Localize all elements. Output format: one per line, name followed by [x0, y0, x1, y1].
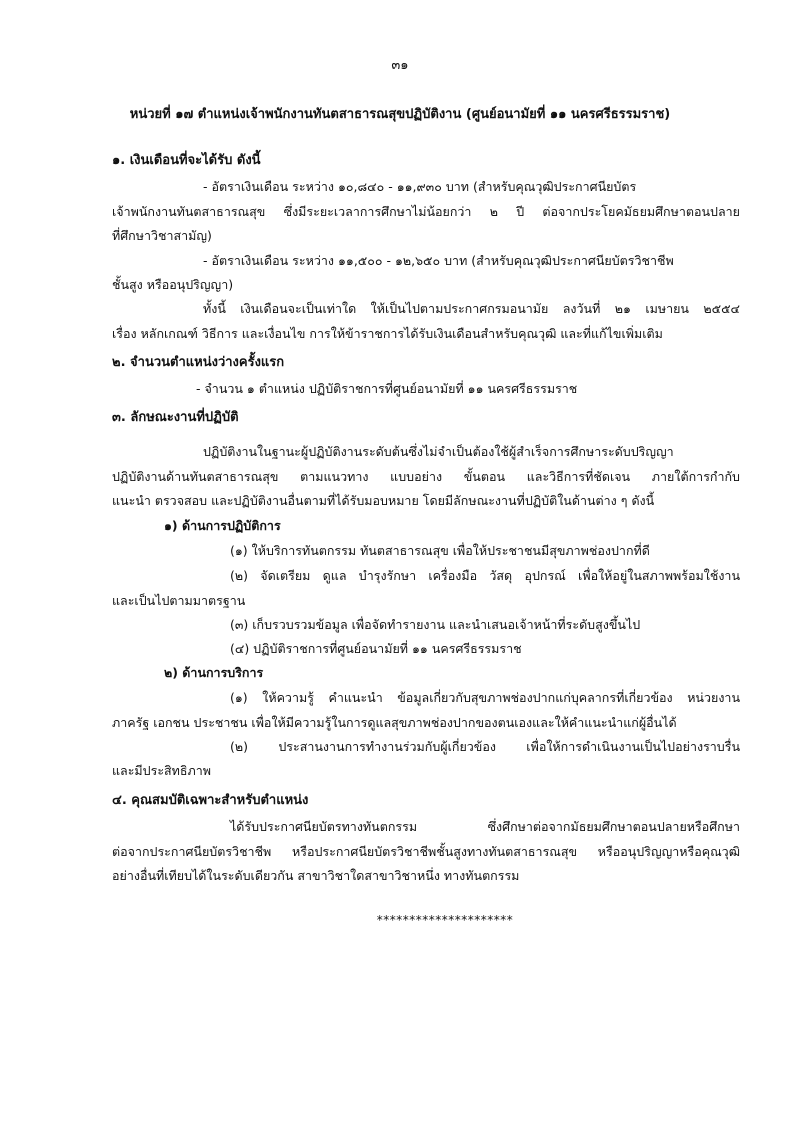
duties-intro-3: แนะนำ ตรวจสอบ และปฏิบัติงานอื่นตามที่ได้รับมอบหมาย โดยมีลักษณะงานที่ปฏิบัติในด้านต่าง ๆ ดังนี้ — [112, 493, 655, 508]
salary-note-cont: เรื่อง หลักเกณฑ์ วิธีการ และเงื่อนไข การให้ข้าราชการได้รับเงินเดือนสำหรับคุณวุฒิ และที่แก้ไขเพิ่มเติม — [112, 326, 663, 341]
operations-item-1: (๑) ให้บริการทันตกรรม ทันตสาธารณสุข เพื่อให้ประชาชนมีสุขภาพช่องปากที่ดี — [230, 543, 650, 558]
section4-heading: ๔. คุณสมบัติเฉพาะสำหรับตำแหน่ง — [112, 793, 309, 808]
duties-intro-2: ปฏิบัติงานด้านทันตสาธารณสุข ตามแนวทาง แบบอย่าง ขั้นตอน และวิธีการที่ชัดเจน ภายใต้การกำกับ — [112, 469, 740, 484]
salary-range-1-cont: เจ้าพนักงานทันตสาธารณสุข ซึ่งมีระยะเวลาการศึกษาไม่น้อยกว่า ๒ ปี ต่อจากประโยคมัธยมศึกษาตอนปลาย — [112, 204, 740, 219]
services-item-1: (๑) ให้ความรู้ คำแนะนำ ข้อมูลเกี่ยวกับสุขภาพช่องปากแก่บุคลากรที่เกี่ยวข้อง หน่วยงาน — [230, 690, 740, 705]
operations-item-2: (๒) จัดเตรียม ดูแล บำรุงรักษา เครื่องมือ วัสดุ อุปกรณ์ เพื่อให้อยู่ในสภาพพร้อมใช้งาน — [230, 568, 740, 583]
section3-heading: ๓. ลักษณะงานที่ปฏิบัติ — [112, 410, 239, 425]
document-title: หน่วยที่ ๑๗ ตำแหน่งเจ้าพนักงานทันตสาธารณสุขปฏิบัติงาน (ศูนย์อนามัยที่ ๑๑ นครศรีธรรมราช) — [129, 107, 671, 122]
page-number: ๓๑ — [391, 58, 409, 73]
salary-note: ทั้งนี้ เงินเดือนจะเป็นเท่าใด ให้เป็นไปตามประกาศกรมอนามัย ลงวันที่ ๒๑ เมษายน ๒๕๕๔ — [203, 301, 740, 316]
salary-range-2-cont: ชั้นสูง หรืออนุปริญญา) — [112, 277, 234, 292]
qualification-line-3: อย่างอื่นที่เทียบได้ในระดับเดียวกัน สาขาวิชาใดสาขาวิชาหนึ่ง ทางทันตกรรม — [112, 868, 520, 883]
services-item-2: (๒) ประสานงานการทำงานร่วมกับผู้เกี่ยวข้อง เพื่อให้การดำเนินงานเป็นไปอย่างราบรื่น — [230, 739, 740, 754]
end-marker: ********************* — [376, 913, 514, 927]
salary-range-1: - อัตราเงินเดือน ระหว่าง ๑๐,๘๔๐ - ๑๑,๙๓๐ บาท (สำหรับคุณวุฒิประกาศนียบัตร — [203, 179, 637, 194]
services-item-1-cont: ภาครัฐ เอกชน ประชาชน เพื่อให้มีความรู้ในการดูแลสุขภาพช่องปากของตนเองและให้คำแนะนำแก่ผู้อื่นได้ — [112, 715, 677, 730]
qualification-line-1: ได้รับประกาศนียบัตรทางทันตกรรม ซึ่งศึกษาต่อจากมัธยมศึกษาตอนปลายหรือศึกษา — [230, 819, 740, 834]
subsection-operations-heading: ๑) ด้านการปฏิบัติการ — [164, 518, 281, 533]
services-item-2-cont: และมีประสิทธิภาพ — [112, 763, 212, 778]
section2-heading: ๒. จำนวนตำแหน่งว่างครั้งแรก — [112, 355, 285, 370]
operations-item-2-cont: และเป็นไปตามมาตรฐาน — [112, 593, 246, 608]
subsection-services-heading: ๒) ด้านการบริการ — [164, 665, 264, 680]
vacancy-count: - จำนวน ๑ ตำแหน่ง ปฏิบัติราชการที่ศูนย์อนามัยที่ ๑๑ นครศรีธรรมราช — [196, 381, 578, 396]
salary-range-2: - อัตราเงินเดือน ระหว่าง ๑๑,๕๐๐ - ๑๒,๖๕๐ บาท (สำหรับคุณวุฒิประกาศนียบัตรวิชาชีพ — [203, 253, 674, 268]
qualification-line-2: ต่อจากประกาศนียบัตรวิชาชีพ หรือประกาศนียบัตรวิชาชีพชั้นสูงทางทันตสาธารณสุข หรืออนุปริญญาหรือคุณวุฒิ — [112, 844, 740, 859]
operations-item-3: (๓) เก็บรวบรวมข้อมูล เพื่อจัดทำรายงาน และนำเสนอเจ้าหน้าที่ระดับสูงขึ้นไป — [230, 617, 641, 632]
duties-intro-1: ปฏิบัติงานในฐานะผู้ปฏิบัติงานระดับต้นซึ่งไม่จำเป็นต้องใช้ผู้สำเร็จการศึกษาระดับปริญญา — [203, 444, 674, 459]
section1-heading: ๑. เงินเดือนที่จะได้รับ ดังนี้ — [112, 153, 261, 168]
salary-range-1-end: ที่ศึกษาวิชาสามัญ) — [112, 228, 212, 243]
operations-item-4: (๔) ปฏิบัติราชการที่ศูนย์อนามัยที่ ๑๑ นครศรีธรรมราช — [230, 641, 522, 656]
